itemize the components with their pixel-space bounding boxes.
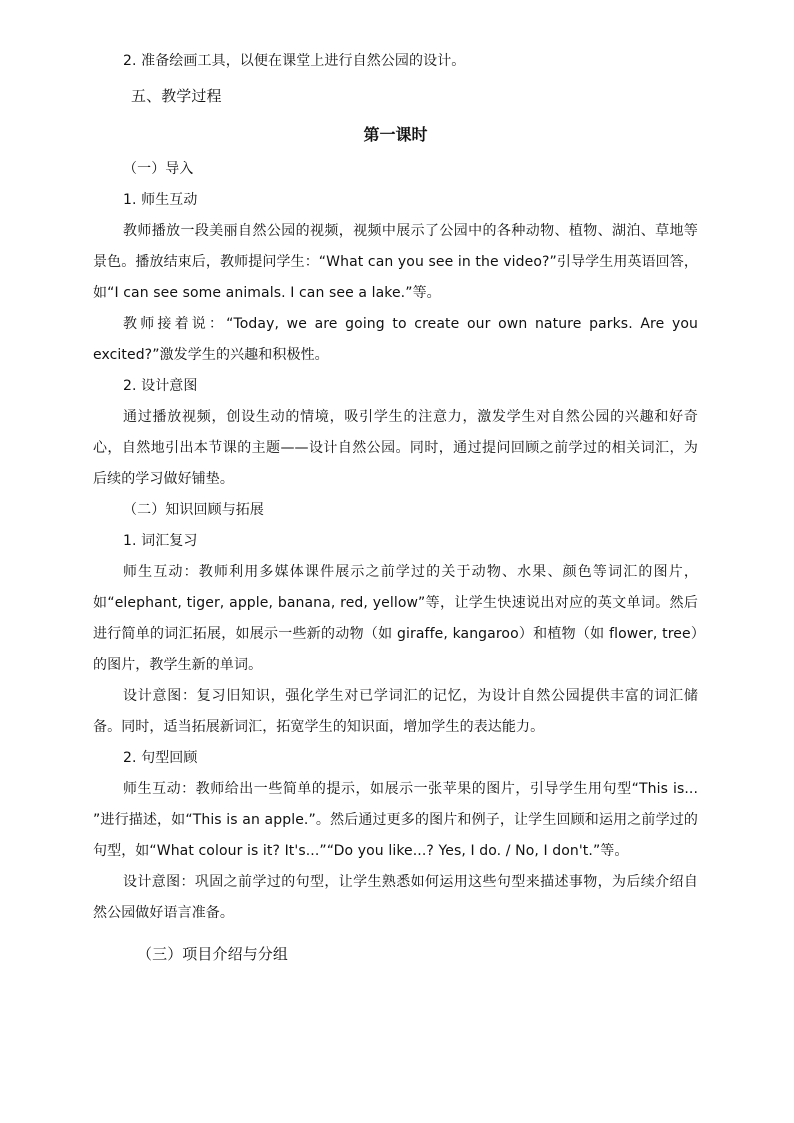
paragraph-sentence-intent: 设计意图：巩固之前学过的句型，让学生熟悉如何运用这些句型来描述事物，为后续介绍自然公园做好语言准备。	[93, 874, 698, 921]
paragraph-sentence-interaction: 师生互动：教师给出一些简单的提示，如展示一张苹果的图片，引导学生用句型“This is... ”进行描述，如“This is an apple.”。然后通过更多的图片和例子，让学生回顾和运用之前学过的句型，如“What colour is it? It's...”“Do you like...? Yes, I do. / No, I don't.”等。	[93, 781, 698, 859]
paragraph-vocabulary-interaction: 师生互动：教师利用多媒体课件展示之前学过的关于动物、水果、颜色等词汇的图片，如“elephant, tiger, apple, banana, red, yellow”等，让学生快速说出对应的英文单词。然后进行简单的词汇拓展，如展示一些新的动物（如 giraffe, kangaroo）和植物（如 flower, tree）的图片，教学生新的单词。	[93, 564, 698, 673]
subsection-heading-project: （三）项目介绍与分组	[137, 945, 289, 963]
paragraph-video: 教师播放一段美丽自然公园的视频，视频中展示了公园中的各种动物、植物、湖泊、草地等景色。播放结束后，教师提问学生：“What can you see in the video?”引导学生用英语回答，如“I can see some animals. I can see a lake.”等。	[93, 223, 698, 301]
subsection-heading-intro: （一）导入	[123, 161, 194, 177]
item-heading-sentence-review: 2. 句型回顾	[123, 750, 198, 766]
prep-item-2: 2. 准备绘画工具，以便在课堂上进行自然公园的设计。	[123, 53, 466, 69]
item-heading-interaction: 1. 师生互动	[123, 192, 198, 208]
item-heading-vocabulary: 1. 词汇复习	[123, 533, 198, 549]
paragraph-design-intent-intro: 通过播放视频，创设生动的情境，吸引学生的注意力，激发学生对自然公园的兴趣和好奇心，自然地引出本节课的主题——设计自然公园。同时，通过提问回顾之前学过的相关词汇，为后续的学习做好铺垫。	[93, 409, 698, 487]
item-heading-design-intent: 2. 设计意图	[123, 378, 198, 394]
subsection-heading-review: （二）知识回顾与拓展	[123, 502, 264, 518]
paragraph-vocabulary-intent: 设计意图：复习旧知识，强化学生对已学词汇的记忆，为设计自然公园提供丰富的词汇储备。同时，适当拓展新词汇，拓宽学生的知识面，增加学生的表达能力。	[93, 688, 698, 735]
paragraph-teacher-says: 教师接着说：“Today, we are going to create our own nature parks. Are you excited?”激发学生的兴趣和积极性。	[93, 316, 698, 363]
lesson-title: 第一课时	[363, 125, 428, 144]
section-heading-teaching-process: 五、教学过程	[131, 87, 222, 105]
